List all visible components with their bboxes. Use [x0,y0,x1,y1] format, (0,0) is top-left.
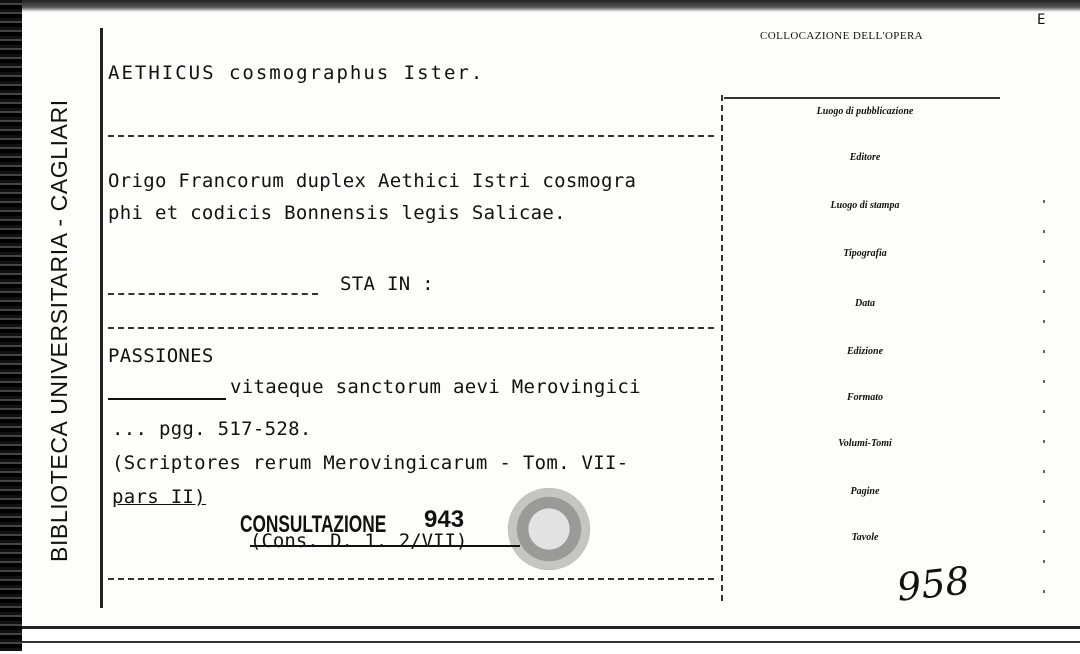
scriptores-line-2: pars II) [112,486,206,508]
heading-author: AETHICUS cosmographus Ister. [108,62,485,84]
series-line-2: vitaeque sanctorum aevi Merovingici [230,376,641,398]
field-editore: Editore [849,152,881,163]
collocation-title: COLLOCAZIONE DELL'OPERA [760,30,924,42]
field-volumi-tomi: Volumi-Tomi [838,438,892,449]
ditto-line [108,398,226,400]
field-edizione: Edizione [846,346,884,357]
handwritten-number: 958 [894,558,972,610]
scriptores-line-1: (Scriptores rerum Merovingicarum - Tom. VII- [112,452,629,474]
series-line-1: PASSIONES [108,345,214,367]
crossed-shelfmark: (Cons. D. 1. 2/VII) [250,530,468,552]
card-edge-left [0,0,22,651]
ruled-line [108,578,714,580]
sta-in-label: STA IN : [340,273,434,295]
strike-through-line [250,545,520,547]
stamp-number: 943 [424,506,465,533]
card-edge-top [22,0,1080,12]
ruled-line [108,293,318,295]
card-edge-bottom [22,626,1080,654]
left-margin-rule [100,28,103,608]
field-tavole: Tavole [851,532,879,543]
library-side-label: BIBLIOTECA UNIVERSITARIA - CAGLIARI [46,99,72,562]
field-tipografia: Tipografia [843,248,887,259]
library-seal-stamp [508,488,590,570]
consultazione-stamp: CONSULTAZIONE [240,511,387,538]
field-luogo-pubblicazione: Luogo di pubblicazione [816,106,914,117]
collocation-header-rule [724,97,1000,99]
title-line-2: phi et codicis Bonnensis legis Salicae. [108,202,566,224]
field-luogo-stampa: Luogo di stampa [830,200,900,211]
title-line-1: Origo Francorum duplex Aethici Istri cosmogra [108,170,637,192]
ruled-line [108,327,714,329]
ruled-line [108,135,714,137]
corner-mark: E [1037,12,1046,28]
field-pagine: Pagine [850,486,880,497]
field-formato: Formato [846,392,884,403]
pages-line: ... pgg. 517-528. [112,418,312,440]
field-data: Data [855,298,875,309]
collocation-divider [721,95,723,605]
right-margin-rule [1043,200,1045,600]
